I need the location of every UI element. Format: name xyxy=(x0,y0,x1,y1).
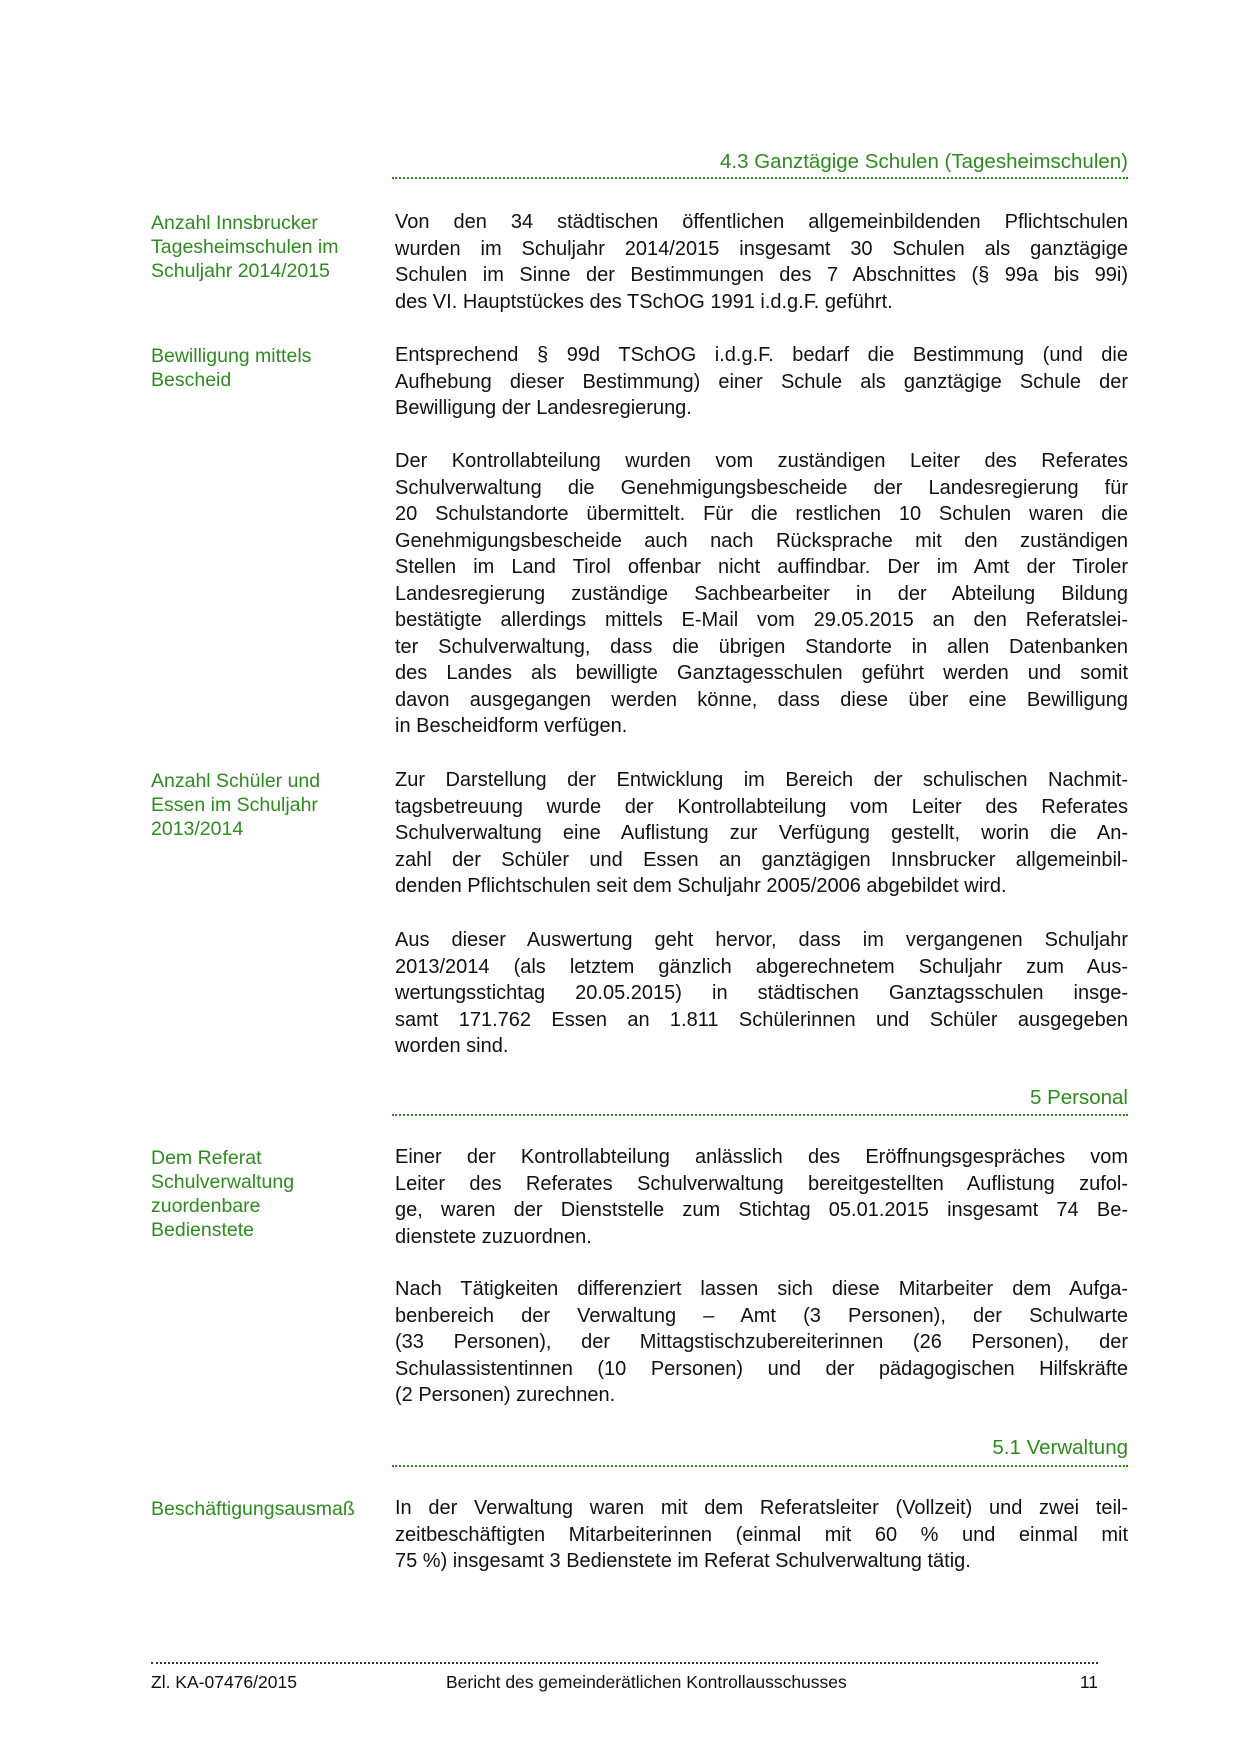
margin-note-line: Beschäftigungsausmaß xyxy=(151,1498,355,1520)
paragraph-line: 75 %) insgesamt 3 Bedienstete im Referat Schulverwaltung tätig. xyxy=(395,1550,971,1572)
margin-note-line: Bewilligung mittels xyxy=(151,345,312,367)
paragraph-line: Einer der Kontrollabteilung anlässlich des Eröffnungsgespräches vom xyxy=(395,1146,1128,1168)
paragraph-line: (2 Personen) zurechnen. xyxy=(395,1384,616,1406)
body-paragraph xyxy=(395,1276,1128,1409)
margin-note-line: Bedienstete xyxy=(151,1219,254,1241)
paragraph-line: Genehmigungsbescheide auch nach Rücksprache mit den zuständigen xyxy=(395,529,1128,552)
body-paragraph xyxy=(395,1495,1128,1575)
paragraph-line: Aus dieser Auswertung geht hervor, dass im vergangenen Schuljahr xyxy=(395,929,1128,951)
heading-4-3: 4.3 Ganztägige Schulen (Tagesheimschulen) xyxy=(720,150,1128,173)
paragraph-line: worden sind. xyxy=(395,1035,509,1057)
paragraph-line: Entsprechend § 99d TSchOG i.d.g.F. bedarf die Bestimmung (und die xyxy=(395,344,1128,366)
footer-reference: Zl. KA-07476/2015 xyxy=(151,1672,297,1692)
paragraph-line: Landesregierung zuständige Sachbearbeiter in der Abteilung Bildung xyxy=(395,582,1128,605)
body-paragraph xyxy=(395,1144,1128,1250)
paragraph-line: des VI. Hauptstückes des TSchOG 1991 i.d.g.F. geführt. xyxy=(395,290,893,313)
margin-note xyxy=(151,1146,381,1242)
page-number: 11 xyxy=(1079,1672,1098,1692)
body-paragraph xyxy=(395,209,1128,315)
paragraph-line: ter Schulverwaltung, dass die übrigen Standorte in allen Datenbanken xyxy=(395,635,1128,658)
paragraph-line: des Landes als bewilligte Ganztagesschulen geführt werden und somit xyxy=(395,662,1128,684)
margin-note-line: Bescheid xyxy=(151,369,232,391)
paragraph-line: Nach Tätigkeiten differenziert lassen sich diese Mitarbeiter dem Aufga- xyxy=(395,1278,1128,1300)
margin-note-line: Schuljahr 2014/2015 xyxy=(151,260,330,282)
paragraph-line: (33 Personen), der Mittagstischzubereiterinnen (26 Personen), der xyxy=(395,1331,1128,1353)
paragraph-line: Von den 34 städtischen öffentlichen allgemeinbildenden Pflichtschulen xyxy=(395,211,1128,233)
heading-rule xyxy=(392,177,1128,179)
paragraph-line: 2013/2014 (als letztem gänzlich abgerechnetem Schuljahr zum Aus- xyxy=(395,955,1128,978)
footer-title: Bericht des gemeinderätlichen Kontrollausschusses xyxy=(446,1672,847,1692)
margin-note-line: Dem Referat xyxy=(151,1147,262,1169)
paragraph-line: davon ausgegangen werden könne, dass diese über eine Bewilligung xyxy=(395,688,1128,711)
paragraph-line: benbereich der Verwaltung – Amt (3 Personen), der Schulwarte xyxy=(395,1304,1128,1327)
margin-note-line: Tagesheimschulen im xyxy=(151,236,339,258)
footer-rule xyxy=(151,1662,1098,1664)
margin-note-line: 2013/2014 xyxy=(151,818,244,840)
paragraph-line: Schulassistentinnen (10 Personen) und der pädagogischen Hilfskräfte xyxy=(395,1357,1128,1380)
paragraph-line: wurden im Schuljahr 2014/2015 insgesamt 30 Schulen als ganztägige xyxy=(395,237,1128,260)
paragraph-line: Stellen im Land Tirol offenbar nicht auffindbar. Der im Amt der Tiroler xyxy=(395,556,1128,578)
heading-5: 5 Personal xyxy=(1029,1086,1128,1109)
margin-note xyxy=(151,769,381,841)
margin-note-line: zuordenbare xyxy=(151,1195,261,1217)
paragraph-line: dienstete zuzuordnen. xyxy=(395,1225,592,1248)
body-paragraph xyxy=(395,448,1128,740)
margin-note xyxy=(151,211,381,283)
paragraph-line: In der Verwaltung waren mit dem Referatsleiter (Vollzeit) und zwei teil- xyxy=(395,1497,1128,1519)
paragraph-line: Aufhebung dieser Bestimmung) einer Schule als ganztägige Schule der xyxy=(395,370,1128,393)
heading-5-1: 5.1 Verwaltung xyxy=(992,1436,1128,1459)
body-paragraph xyxy=(395,342,1128,422)
paragraph-line: Bewilligung der Landesregierung. xyxy=(395,397,692,419)
paragraph-line: ge, waren der Dienststelle zum Stichtag 05.01.2015 insgesamt 74 Be- xyxy=(395,1199,1128,1221)
paragraph-line: Leiter des Referates Schulverwaltung bereitgestellten Auflistung zufol- xyxy=(395,1172,1128,1195)
margin-note-line: Anzahl Schüler und xyxy=(151,770,321,792)
paragraph-line: Schulen im Sinne der Bestimmungen des 7 Abschnittes (§ 99a bis 99i) xyxy=(395,264,1128,286)
body-paragraph xyxy=(395,927,1128,1060)
paragraph-line: samt 171.762 Essen an 1.811 Schülerinnen und Schüler ausgegeben xyxy=(395,1008,1128,1031)
paragraph-line: Der Kontrollabteilung wurden vom zuständigen Leiter des Referates xyxy=(395,450,1128,472)
margin-note-line: Anzahl Innsbrucker xyxy=(151,212,318,234)
paragraph-line: Schulverwaltung eine Auflistung zur Verfügung gestellt, worin die An- xyxy=(395,822,1128,844)
paragraph-line: zeitbeschäftigten Mitarbeiterinnen (einmal mit 60 % und einmal mit xyxy=(395,1523,1128,1546)
paragraph-line: 20 Schulstandorte übermittelt. Für die restlichen 10 Schulen waren die xyxy=(395,503,1128,525)
paragraph-line: tagsbetreuung wurde der Kontrollabteilung vom Leiter des Referates xyxy=(395,795,1128,818)
margin-note xyxy=(151,1497,381,1521)
heading-rule xyxy=(392,1114,1128,1116)
paragraph-line: Schulverwaltung die Genehmigungsbescheide der Landesregierung für xyxy=(395,476,1128,499)
paragraph-line: bestätigte allerdings mittels E-Mail vom 29.05.2015 an den Referatslei- xyxy=(395,609,1128,631)
paragraph-line: denden Pflichtschulen seit dem Schuljahr 2005/2006 abgebildet wird. xyxy=(395,875,1007,897)
margin-note-line: Essen im Schuljahr xyxy=(151,794,318,816)
body-paragraph xyxy=(395,767,1128,900)
paragraph-line: wertungsstichtag 20.05.2015) in städtischen Ganztagsschulen insge- xyxy=(395,982,1128,1004)
margin-note-line: Schulverwaltung xyxy=(151,1171,295,1193)
heading-rule xyxy=(392,1465,1128,1467)
margin-note xyxy=(151,344,381,392)
paragraph-line: Zur Darstellung der Entwicklung im Bereich der schulischen Nachmit- xyxy=(395,769,1128,791)
paragraph-line: zahl der Schüler und Essen an ganztägigen Innsbrucker allgemeinbil- xyxy=(395,848,1128,871)
paragraph-line: in Bescheidform verfügen. xyxy=(395,715,628,737)
